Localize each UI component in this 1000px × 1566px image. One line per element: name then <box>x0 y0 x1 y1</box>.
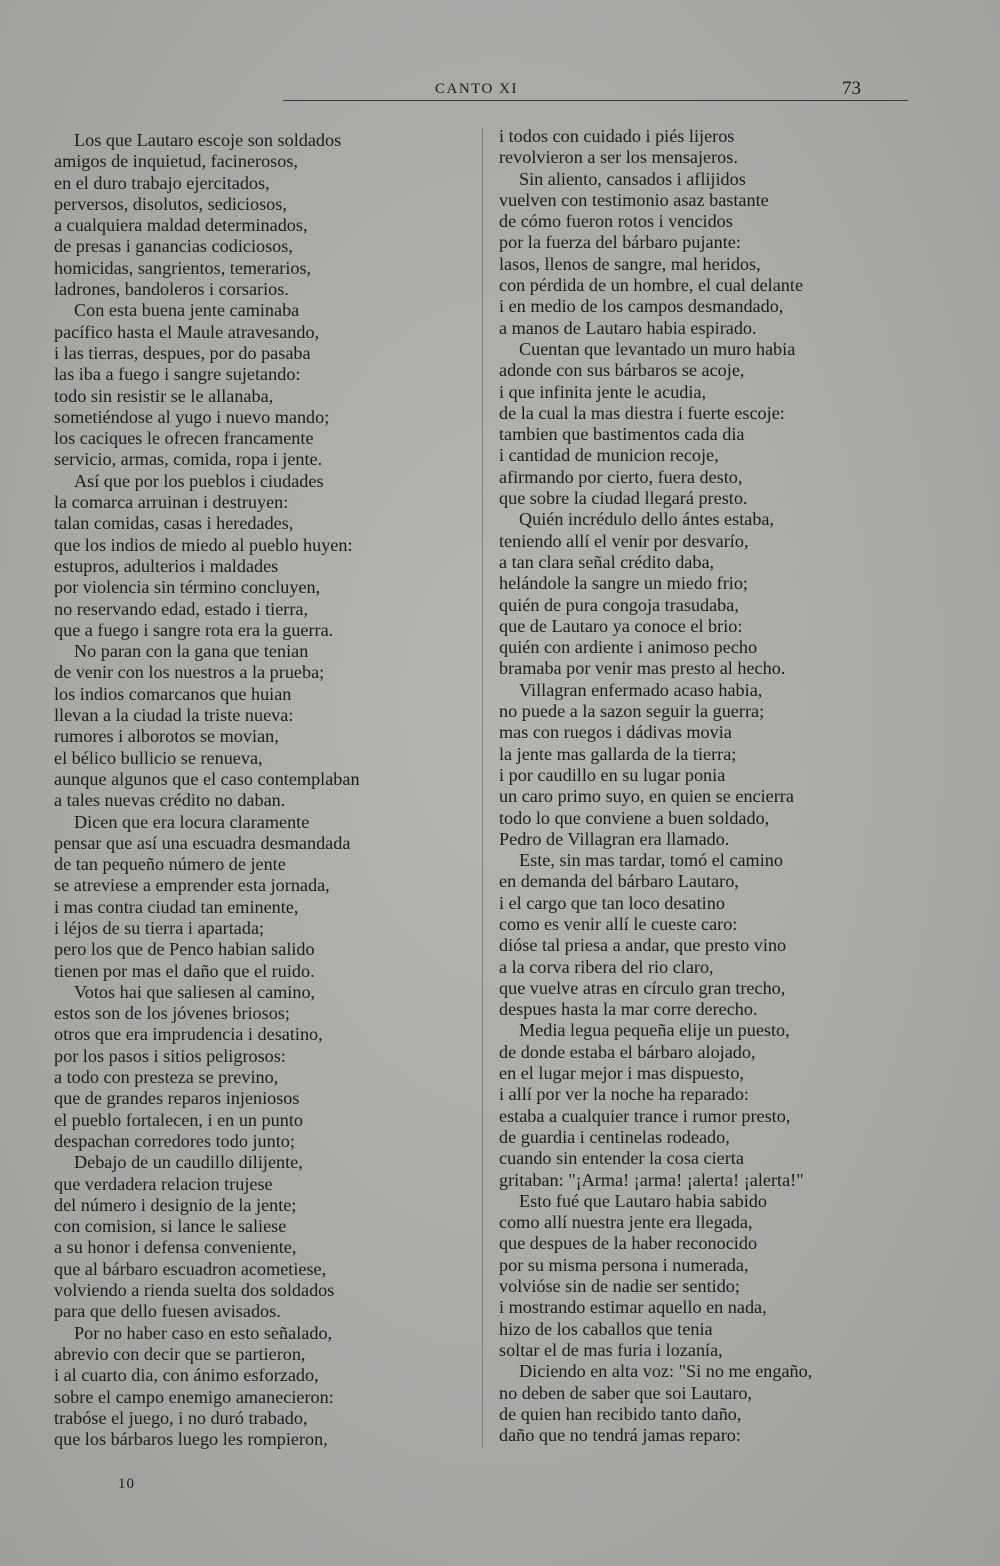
verse-line: aunque algunos que el caso contemplaban <box>54 768 360 789</box>
verse-line: no deben de saber que soi Lautaro, <box>499 1382 753 1403</box>
verse-line: que verdadera relacion trujese <box>54 1173 273 1194</box>
verse-line: a todo con presteza se previno, <box>54 1067 279 1088</box>
verse-line: i en medio de los campos desmandado, <box>499 296 784 317</box>
verse-line: la comarca arruinan i destruyen: <box>54 492 289 513</box>
verse-line: en el lugar mejor i mas dispuesto, <box>499 1063 744 1084</box>
verse-line: i el cargo que tan loco desatino <box>499 892 725 913</box>
verse-line: quién con ardiente i animoso pecho <box>499 637 758 658</box>
verse-line: por la fuerza del bárbaro pujante: <box>499 232 741 253</box>
verse-line: tambien que bastimentos cada dia <box>499 424 745 445</box>
verse-line: de tan pequeño número de jente <box>54 854 286 875</box>
column-divider <box>482 128 483 1448</box>
verse-line: i que infinita jente le acudia, <box>499 381 707 402</box>
verse-line: que los indios de miedo al pueblo huyen: <box>54 534 353 555</box>
verse-line: de guardia i centinelas rodeado, <box>499 1126 730 1147</box>
verse-line: los caciques le ofrecen francamente <box>54 428 314 449</box>
verse-line: llevan a la ciudad la triste nueva: <box>54 705 294 726</box>
verse-line: mas con ruegos i dádivas movia <box>499 722 732 743</box>
verse-line: daño que no tendrá jamas reparo: <box>499 1425 741 1446</box>
verse-line: a tales nuevas crédito no daban. <box>54 790 286 811</box>
verse-line: para que dello fuesen avisados. <box>54 1301 281 1322</box>
verse-line: tienen por mas el daño que el ruido. <box>54 960 315 981</box>
verse-line: i al cuarto dia, con ánimo esforzado, <box>54 1365 319 1386</box>
verse-line: por violencia sin término concluyen, <box>54 577 321 598</box>
verse-line: por los pasos i sitios peligrosos: <box>54 1045 286 1066</box>
verse-line: no reservando edad, estado i tierra, <box>54 598 309 619</box>
verse-line: i mostrando estimar aquello en nada, <box>499 1297 767 1318</box>
verse-line: la jente mas gallarda de la tierra; <box>499 743 737 764</box>
verse-line: soltar el de mas furia i lozanía, <box>499 1339 723 1360</box>
verse-line: estos son de los jóvenes briosos; <box>54 1003 290 1024</box>
verse-line: teniendo allí el venir por desvarío, <box>499 530 749 551</box>
verse-line: estupros, adulterios i maldades <box>54 555 279 576</box>
verse-line: que vuelve atras en círculo gran trecho, <box>499 977 786 998</box>
verse-line: amigos de inquietud, facinerosos, <box>54 151 298 172</box>
verse-line: Esto fué que Lautaro habia sabido <box>519 1190 767 1211</box>
verse-line: el bélico bullicio se renueva, <box>54 747 263 768</box>
verse-line: talan comidas, casas i heredades, <box>54 513 294 534</box>
right-column <box>493 126 913 1446</box>
verse-line: hizo de los caballos que tenia <box>499 1318 713 1339</box>
verse-line: pero los que de Penco habian salido <box>54 939 315 960</box>
verse-line: vuelven con testimonio asaz bastante <box>499 189 769 210</box>
verse-line: quién de pura congoja trasudaba, <box>499 594 739 615</box>
verse-line: Por no haber caso en esto señalado, <box>74 1322 333 1343</box>
verse-line: Los que Lautaro escoje son soldados <box>74 130 342 150</box>
verse-line: Cuentan que levantado un muro habia <box>519 338 796 359</box>
signature-mark: 10 <box>118 1476 135 1492</box>
verse-line: otros que era imprudencia i desatino, <box>54 1024 323 1045</box>
verse-line: en el duro trabajo ejercitados, <box>54 172 270 193</box>
verse-line: lasos, llenos de sangre, mal heridos, <box>499 253 761 274</box>
verse-line: despues hasta la mar corre derecho. <box>499 999 758 1020</box>
verse-line: trabóse el juego, i no duró trabado, <box>54 1407 308 1428</box>
verse-line: que a fuego i sangre rota era la guerra. <box>54 619 334 640</box>
verse-line: no puede a la sazon seguir la guerra; <box>499 701 765 722</box>
verse-line: No paran con la gana que tenian <box>74 641 309 662</box>
left-column <box>48 130 448 1450</box>
verse-line: sobre el campo enemigo amanecieron: <box>54 1386 334 1407</box>
verse-line: helándole la sangre un miedo frio; <box>499 573 748 594</box>
verse-line: Media legua pequeña elije un puesto, <box>519 1020 790 1041</box>
verse-line: que de grandes reparos injeniosos <box>54 1088 300 1109</box>
verse-line: i las tierras, despues, por do pasaba <box>54 342 311 363</box>
verse-line: todo lo que conviene a buen soldado, <box>499 807 770 828</box>
verse-line: con comision, si lance le saliese <box>54 1216 287 1237</box>
verse-line: despachan corredores todo junto; <box>54 1130 295 1151</box>
verse-line: volviendo a rienda suelta dos soldados <box>54 1280 335 1301</box>
verse-line: Quién incrédulo dello ántes estaba, <box>519 509 775 530</box>
verse-line: Este, sin mas tardar, tomó el camino <box>519 850 783 871</box>
verse-line: a la corva ribera del rio claro, <box>499 956 714 977</box>
verse-line: Sin aliento, cansados i aflijidos <box>519 168 746 189</box>
verse-line: Debajo de un caudillo dilijente, <box>74 1152 303 1173</box>
verse-line: afirmando por cierto, fuera desto, <box>499 466 743 487</box>
verse-line: el pueblo fortalecen, i en un punto <box>54 1109 303 1130</box>
verse-line: revolvieron a ser los mensajeros. <box>499 147 738 168</box>
verse-line: todo sin resistir se le allanaba, <box>54 385 274 406</box>
verse-line: de cómo fueron rotos i vencidos <box>499 211 733 232</box>
verse-line: adonde con sus bárbaros se acoje, <box>499 360 745 381</box>
verse-line: ladrones, bandoleros i corsarios. <box>54 279 289 300</box>
verse-line: sometiéndose al yugo i nuevo mando; <box>54 406 330 427</box>
verse-line: i allí por ver la noche ha reparado: <box>499 1084 749 1105</box>
verse-line: pensar que así una escuadra desmandada <box>54 832 351 853</box>
verse-line: servicio, armas, comida, ropa i jente. <box>54 449 323 470</box>
verse-line: volvióse sin de nadie ser sentido; <box>499 1276 740 1297</box>
verse-line: que al bárbaro escuadron acometiese, <box>54 1258 327 1279</box>
verse-line: de venir con los nuestros a la prueba; <box>54 662 325 683</box>
verse-line: Con esta buena jente caminaba <box>74 300 300 321</box>
verse-line: Dicen que era locura claramente <box>74 811 310 832</box>
verse-line: estaba a cualquier trance i rumor presto, <box>499 1105 791 1126</box>
verse-line: Villagran enfermado acaso habia, <box>519 679 763 700</box>
header-rule <box>283 100 908 101</box>
verse-line: Votos hai que saliesen al camino, <box>74 981 316 1002</box>
verse-line: que despues de la haber reconocido <box>499 1233 758 1254</box>
verse-line: i cantidad de municion recoje, <box>499 445 719 466</box>
verse-line: a su honor i defensa conveniente, <box>54 1237 297 1258</box>
verse-line: de presas i ganancias codiciosos, <box>54 236 293 257</box>
verse-line: a cualquiera maldad determinados, <box>54 215 308 236</box>
verse-line: de quien han recibido tanto daño, <box>499 1403 742 1424</box>
verse-line: homicidas, sangrientos, temerarios, <box>54 257 312 278</box>
verse-line: cuando sin entender la cosa cierta <box>499 1148 744 1169</box>
verse-line: como allí nuestra jente era llegada, <box>499 1212 753 1233</box>
verse-line: que de Lautaro ya conoce el brio: <box>499 615 743 636</box>
verse-line: por su misma persona i numerada, <box>499 1254 749 1275</box>
verse-line: que los bárbaros luego les rompieron, <box>54 1429 328 1450</box>
verse-line: dióse tal priesa a andar, que presto vino <box>499 935 787 956</box>
verse-line: Así que por los pueblos i ciudades <box>74 470 324 491</box>
verse-line: a tan clara señal crédito daba, <box>499 551 715 572</box>
verse-line: abrevio con decir que se partieron, <box>54 1343 306 1364</box>
verse-line: se atreviese a emprender esta jornada, <box>54 875 330 896</box>
verse-line: pacífico hasta el Maule atravesando, <box>54 321 320 342</box>
running-title: CANTO XI <box>435 81 518 97</box>
verse-line: i por caudillo en su lugar ponia <box>499 764 726 785</box>
verse-line: rumores i alborotos se movian, <box>54 726 279 747</box>
verse-line: del número i designio de la jente; <box>54 1194 297 1215</box>
verse-line: como es venir allí le cueste caro: <box>499 913 738 934</box>
verse-line: los indios comarcanos que huian <box>54 683 292 704</box>
verse-line: a manos de Lautaro habia espirado. <box>499 317 757 338</box>
verse-line: Diciendo en alta voz: "Si no me engaño, <box>519 1361 813 1382</box>
verse-line: i todos con cuidado i piés lijeros <box>499 126 735 146</box>
verse-line: de donde estaba el bárbaro alojado, <box>499 1041 756 1062</box>
page-number: 73 <box>842 78 861 99</box>
verse-line: de la cual la mas diestra i fuerte escoje: <box>499 402 785 423</box>
verse-line: con pérdida de un hombre, el cual delante <box>499 275 804 296</box>
verse-line: bramaba por venir mas presto al hecho. <box>499 658 786 679</box>
verse-line: gritaban: "¡Arma! ¡arma! ¡alerta! ¡alerta!" <box>499 1169 804 1190</box>
verse-line: perversos, disolutos, sediciosos, <box>54 193 287 214</box>
verse-line: i mas contra ciudad tan eminente, <box>54 896 299 917</box>
verse-line: un caro primo suyo, en quien se encierra <box>499 786 794 807</box>
verse-line: que sobre la ciudad llegará presto. <box>499 488 748 509</box>
verse-line: Pedro de Villagran era llamado. <box>499 828 730 849</box>
page-header <box>0 78 1000 102</box>
verse-line: en demanda del bárbaro Lautaro, <box>499 871 739 892</box>
verse-line: i léjos de su tierra i apartada; <box>54 917 265 938</box>
verse-line: las iba a fuego i sangre sujetando: <box>54 364 301 385</box>
